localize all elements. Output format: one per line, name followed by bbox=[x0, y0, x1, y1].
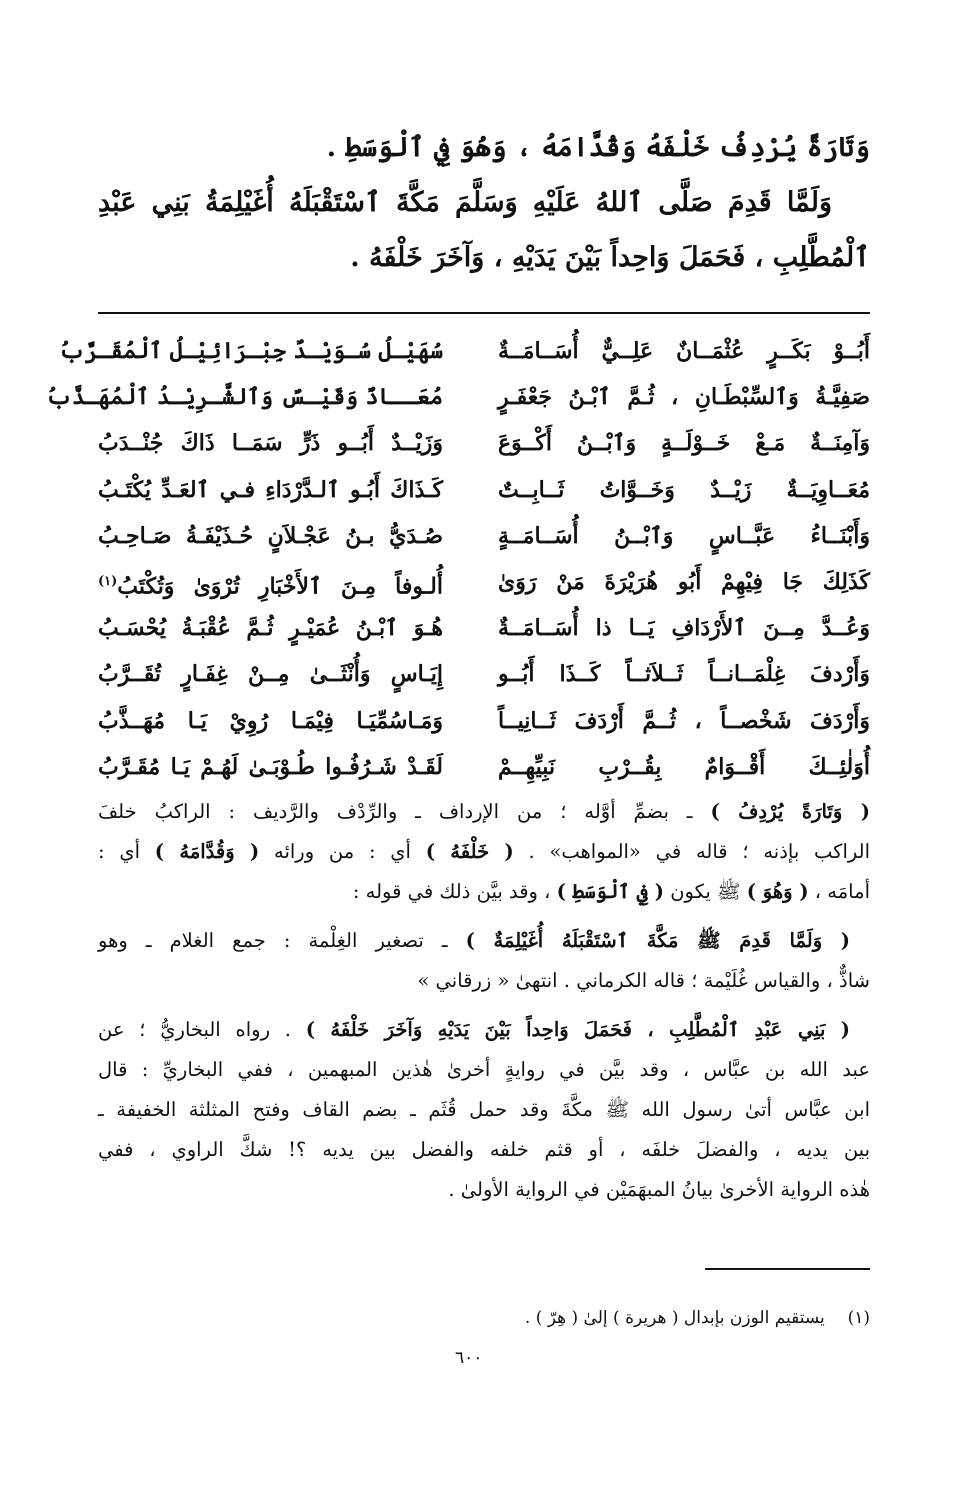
poem-verse bbox=[46, 374, 870, 420]
hemistich-text: مُعَــاذٌ وَقَيْـسٌ وَٱلشَّـرِيْـدُ ٱلْمُهَـذَّبُ bbox=[46, 384, 443, 411]
commentary-line bbox=[98, 1170, 870, 1210]
hemistich-text: وَأَرْدفَ غِلْمَــانــاً ثَــلاَثــاً كَــذَا أَبُــو bbox=[498, 661, 870, 688]
hemistich-text: هُـوَ ٱبْـنُ عُمَيْـرٍ ثُـمَّ عُقْبَـةُ يُحْسَـبُ bbox=[98, 615, 443, 642]
hemistich-text: مُعَــاوِيَــةٌ زَيْــدٌ وَخَــوَّاتُ ثَــابِــتٌ bbox=[498, 476, 870, 503]
verse-second-hemistich bbox=[98, 559, 443, 605]
hemistich-text: صُـدَيُّ بـنُ عَجْـلاَنٍ حُـذَيْفَـةُ صَـاحِـبُ bbox=[98, 522, 443, 549]
main-line: وَتَارَةً يُرْدِفُ خَلْفَهُ وَقُدَّامَهُ ، وَهُوَ فِي ٱلْوَسَطِ . bbox=[326, 132, 870, 163]
commentary-line bbox=[98, 1090, 870, 1130]
section-divider bbox=[98, 312, 870, 314]
commentary-text: ـ تصغير الغِلْمة : جمع الغلام ـ وهو bbox=[98, 929, 466, 952]
verse-first-hemistich bbox=[498, 513, 870, 559]
hemistich-text: أُلـوفاً مِـنَ ٱلأَخْبَارِ تُرْوَىٰ وَتُكْتَبُ bbox=[117, 573, 443, 600]
verse-second-hemistich bbox=[98, 513, 443, 559]
poem-verse bbox=[98, 698, 870, 744]
verse-second-hemistich bbox=[98, 467, 443, 513]
hemistich-text: لَقَـدْ شَـرُفُـوا طُـوْبَـىٰ لَهُـمْ يَـا مُقَـرَّبُ bbox=[98, 753, 443, 780]
quoted-matn: ( وَهُوَ ) bbox=[746, 880, 809, 903]
poem-verse bbox=[59, 328, 870, 374]
hemistich-text: كَـذَاكَ أَبُـو ٱلـدَّرْدَاءِ فـي ٱلعَـدِّ يُكْتَـبُ bbox=[98, 476, 443, 503]
poem bbox=[46, 328, 870, 790]
hemistich-text: وَمَـاسُمِّيَـا فِيْمَـا رُوِيْ يَـا مُهَــذَّبُ bbox=[98, 707, 443, 734]
hemistich-text: وَعُــدَّ مِــنَ ٱلأَرْدَافِ يَــا ذا أُسَــامَــةٌ bbox=[498, 615, 870, 642]
footnote bbox=[525, 1308, 870, 1328]
main-text bbox=[98, 120, 870, 285]
hemistich-text: أُوَلٰئِــكَ أَقْــوَامٌ بِقُــرْبِ نَبِيِّهِــمْ bbox=[498, 753, 870, 780]
quoted-matn: ( وَتَارَةً يُرْدِفُ ) bbox=[710, 800, 871, 823]
poem-verse bbox=[98, 744, 870, 790]
commentary-text: ابن عبَّاس أتىٰ رسول الله ﷺ مكَّةَ وقد حمل قُثَم ـ بضم القاف وفتح المثلثة الخفيفة ـ bbox=[98, 1098, 870, 1121]
poem-verse bbox=[98, 420, 870, 466]
poem-verse bbox=[98, 559, 870, 605]
quoted-matn: ( خَلْفَهُ ) bbox=[425, 840, 514, 863]
verse-first-hemistich bbox=[498, 605, 870, 651]
commentary-text: الراكب بإذنه ؛ قاله في «المواهب» . bbox=[513, 840, 870, 863]
hemistich-text: وَزَيْــدٌ أَبُــو ذَرٍّ سَمَــا ذَاكَ جُنْــدَبُ bbox=[98, 430, 443, 457]
commentary-line bbox=[98, 1130, 870, 1170]
poem-verse bbox=[98, 513, 870, 559]
quoted-matn: ( وَلَمَّا قَدِمَ ﷺ مَكَّةَ ٱسْتَقْبَلَهُ أُغَيْلِمَةٌ ) bbox=[465, 929, 850, 952]
poem-verse bbox=[98, 467, 870, 513]
verse-second-hemistich bbox=[59, 328, 443, 374]
hemistich-text: أَبُــوْ بَكَــرٍ عُثْمَــانٌ عَلِــيٌّ أُسَــامَــةٌ bbox=[498, 338, 870, 364]
verse-second-hemistich bbox=[98, 698, 443, 744]
commentary bbox=[98, 792, 870, 1210]
commentary-line bbox=[98, 872, 870, 912]
hemistich-text: وَآمِنَــةٌ مَـعْ خَــوْلَــةٍ وَٱبْــنُ أَكْــوَعَ bbox=[498, 430, 870, 457]
commentary-text: أي : من ورائه bbox=[259, 840, 426, 863]
hemistich-text: إِيَـاسٍ وَأُنْثَــىٰ مِــنْ غِفَـارٍ تُقَــرَّبُ bbox=[98, 661, 443, 688]
commentary-text: بين يديه ، والفضلَ خلفَه ، أو قثم خلفه والفضل بين يديه ؟! شكَّ الراوي ، ففي bbox=[98, 1138, 870, 1161]
verse-first-hemistich bbox=[498, 374, 870, 420]
verse-first-hemistich bbox=[498, 328, 870, 374]
hemistich-text: سُهَيْـلُ سُـوَيْـدٌ جِبْـرَائِيْـلُ ٱلْمُقَـرَّبُ bbox=[59, 338, 443, 364]
quoted-matn: ( فِي ٱلْوَسَطِ ) bbox=[556, 880, 665, 903]
commentary-text: ـ بضمِّ أوَّله ؛ من الإرداف ـ والرِّدْف والرَّديف : الراكبُ خلفَ bbox=[98, 800, 711, 823]
poem-verse bbox=[98, 605, 870, 651]
footnote-reference[interactable]: (١) bbox=[98, 573, 118, 589]
commentary-text: عبد الله بن عبَّاس ، وقد بيَّن في روايةٍ أخرىٰ هٰذين المبهمين ، ففي البخاريِّ : قال bbox=[98, 1058, 870, 1081]
verse-first-hemistich bbox=[498, 698, 870, 744]
commentary-text: أي : bbox=[98, 840, 155, 863]
verse-first-hemistich bbox=[498, 651, 870, 697]
commentary-line bbox=[98, 1010, 870, 1050]
verse-second-hemistich bbox=[98, 420, 443, 466]
commentary-text: أمامَه ، bbox=[808, 880, 870, 903]
commentary-text: . رواه البخاريُّ ؛ عن bbox=[98, 1018, 306, 1041]
commentary-line bbox=[98, 961, 870, 1001]
verse-second-hemistich bbox=[46, 374, 443, 420]
hemistich-text: وَأَرْدَفَ شَخْصــاً ، ثُــمَّ أَرْدَفَ ثَــانِيــاً bbox=[498, 707, 870, 734]
main-line: وَلَمَّا قَدِمَ صَلَّى ٱللهُ عَلَيْهِ وَسَلَّمَ مَكَّةَ ٱسْتَقْبَلَهُ أُغَيْلِمَةُ بَنِي عَبْدِ bbox=[98, 187, 832, 218]
commentary-line bbox=[98, 832, 870, 872]
commentary-text: شاذٌّ ، والقياس غُلَيْمة ؛ قاله الكرماني . انتهىٰ « زرقاني » bbox=[417, 969, 870, 992]
page-number: ٦٠٠ bbox=[455, 1348, 483, 1368]
hemistich-text: وَأَبْنَــاءُ عَبَّــاسٍ وَٱبْــنُ أُسَــامَــةٍ bbox=[498, 522, 870, 549]
quoted-matn: ( وَقُدَّامَهُ ) bbox=[154, 840, 260, 863]
commentary-line bbox=[98, 1050, 870, 1090]
main-line: ٱلْمُطَّلِبِ ، فَحَمَلَ وَاحِداً بَيْنَ يَدَيْهِ ، وَآخَرَ خَلْفَهُ . bbox=[350, 242, 870, 273]
footnote-number: (١) bbox=[847, 1308, 870, 1328]
commentary-line bbox=[98, 792, 870, 832]
verse-first-hemistich bbox=[498, 559, 870, 605]
quoted-matn: ( بَنِي عَبْدِ ٱلْمُطَّلِبِ ، فَحَمَلَ وَاحِداً بَيْنَ يَدَيْهِ وَآخَرَ خَلْفَهُ ) bbox=[305, 1018, 850, 1041]
hemistich-text: صَفِيَّـةُ وَٱلسِّبْطَـانِ ، ثُـمَّ ٱبْـنُ جَعْفَـرٍ bbox=[498, 384, 870, 411]
commentary-line bbox=[98, 921, 870, 961]
verse-first-hemistich bbox=[498, 744, 870, 790]
commentary-text: ﷺ يكون bbox=[664, 880, 747, 903]
verse-second-hemistich bbox=[98, 651, 443, 697]
hemistich-text: كَذَلِكَ جَا فِيْهِمْ أَبُو هُرَيْرَةَ مَنْ رَوَىٰ bbox=[498, 568, 870, 595]
verse-second-hemistich bbox=[98, 605, 443, 651]
commentary-text: ، وقد بيَّن ذلك في قوله : bbox=[352, 880, 557, 903]
verse-first-hemistich bbox=[498, 467, 870, 513]
poem-verse bbox=[98, 651, 870, 697]
verse-first-hemistich bbox=[498, 420, 870, 466]
verse-second-hemistich bbox=[98, 744, 443, 790]
commentary-text: هٰذه الرواية الأخرىٰ بيانُ المبهَمَيْن في الرواية الأولىٰ . bbox=[448, 1178, 870, 1201]
footnote-text: يستقيم الوزن بإبدال ( هريرة ) إلىٰ ( هِرّ ) . bbox=[524, 1308, 825, 1328]
footnote-divider bbox=[705, 1268, 870, 1270]
